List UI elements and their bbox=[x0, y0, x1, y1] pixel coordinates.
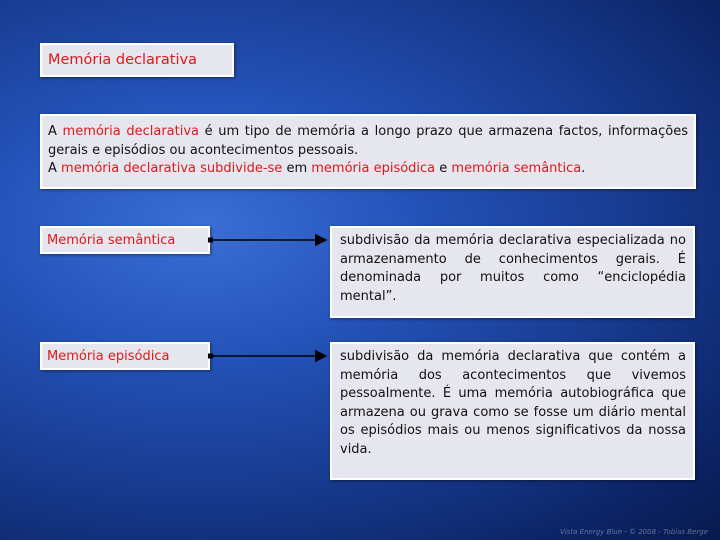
intro-text-segment: . bbox=[581, 161, 586, 176]
highlighted-term: memória semântica bbox=[451, 161, 582, 176]
description-text: subdivisão da memória declarativa que contém a memória dos acontecimentos que vivemos pessoalmente. É uma memória autobiográfica que armazena ou grava como se fosse um diário mental os episódios mais ou menos significativos da nossa vida. bbox=[340, 349, 686, 457]
label-text: Memória episódica bbox=[47, 349, 170, 364]
label-text: Memória semântica bbox=[47, 233, 176, 248]
arrow-semantica bbox=[208, 238, 326, 243]
highlighted-term: memória declarativa bbox=[62, 124, 200, 139]
highlighted-term: memória episódica bbox=[311, 161, 436, 176]
arrow-episodica bbox=[208, 354, 326, 359]
template-credit: Vista Energy Blue - © 2008 - Tobias Berge bbox=[560, 528, 708, 536]
intro-text-segment: é um tipo de memória a longo prazo que armazena factos, informações gerais e episódios ou acontecimentos pessoais. bbox=[48, 124, 688, 158]
intro-text-segment: em bbox=[282, 161, 312, 176]
intro-text-segment: e bbox=[435, 161, 452, 176]
slide-title-text: Memória declarativa bbox=[48, 52, 197, 68]
description-text: subdivisão da memória declarativa especializada no armazenamento de conhecimentos gerais. É denominada por muitos como “enciclopédia mental”. bbox=[340, 233, 686, 304]
intro-text-segment: A bbox=[48, 124, 63, 139]
intro-text-segment: A bbox=[48, 161, 62, 176]
highlighted-term: memória declarativa subdivide-se bbox=[61, 161, 283, 176]
